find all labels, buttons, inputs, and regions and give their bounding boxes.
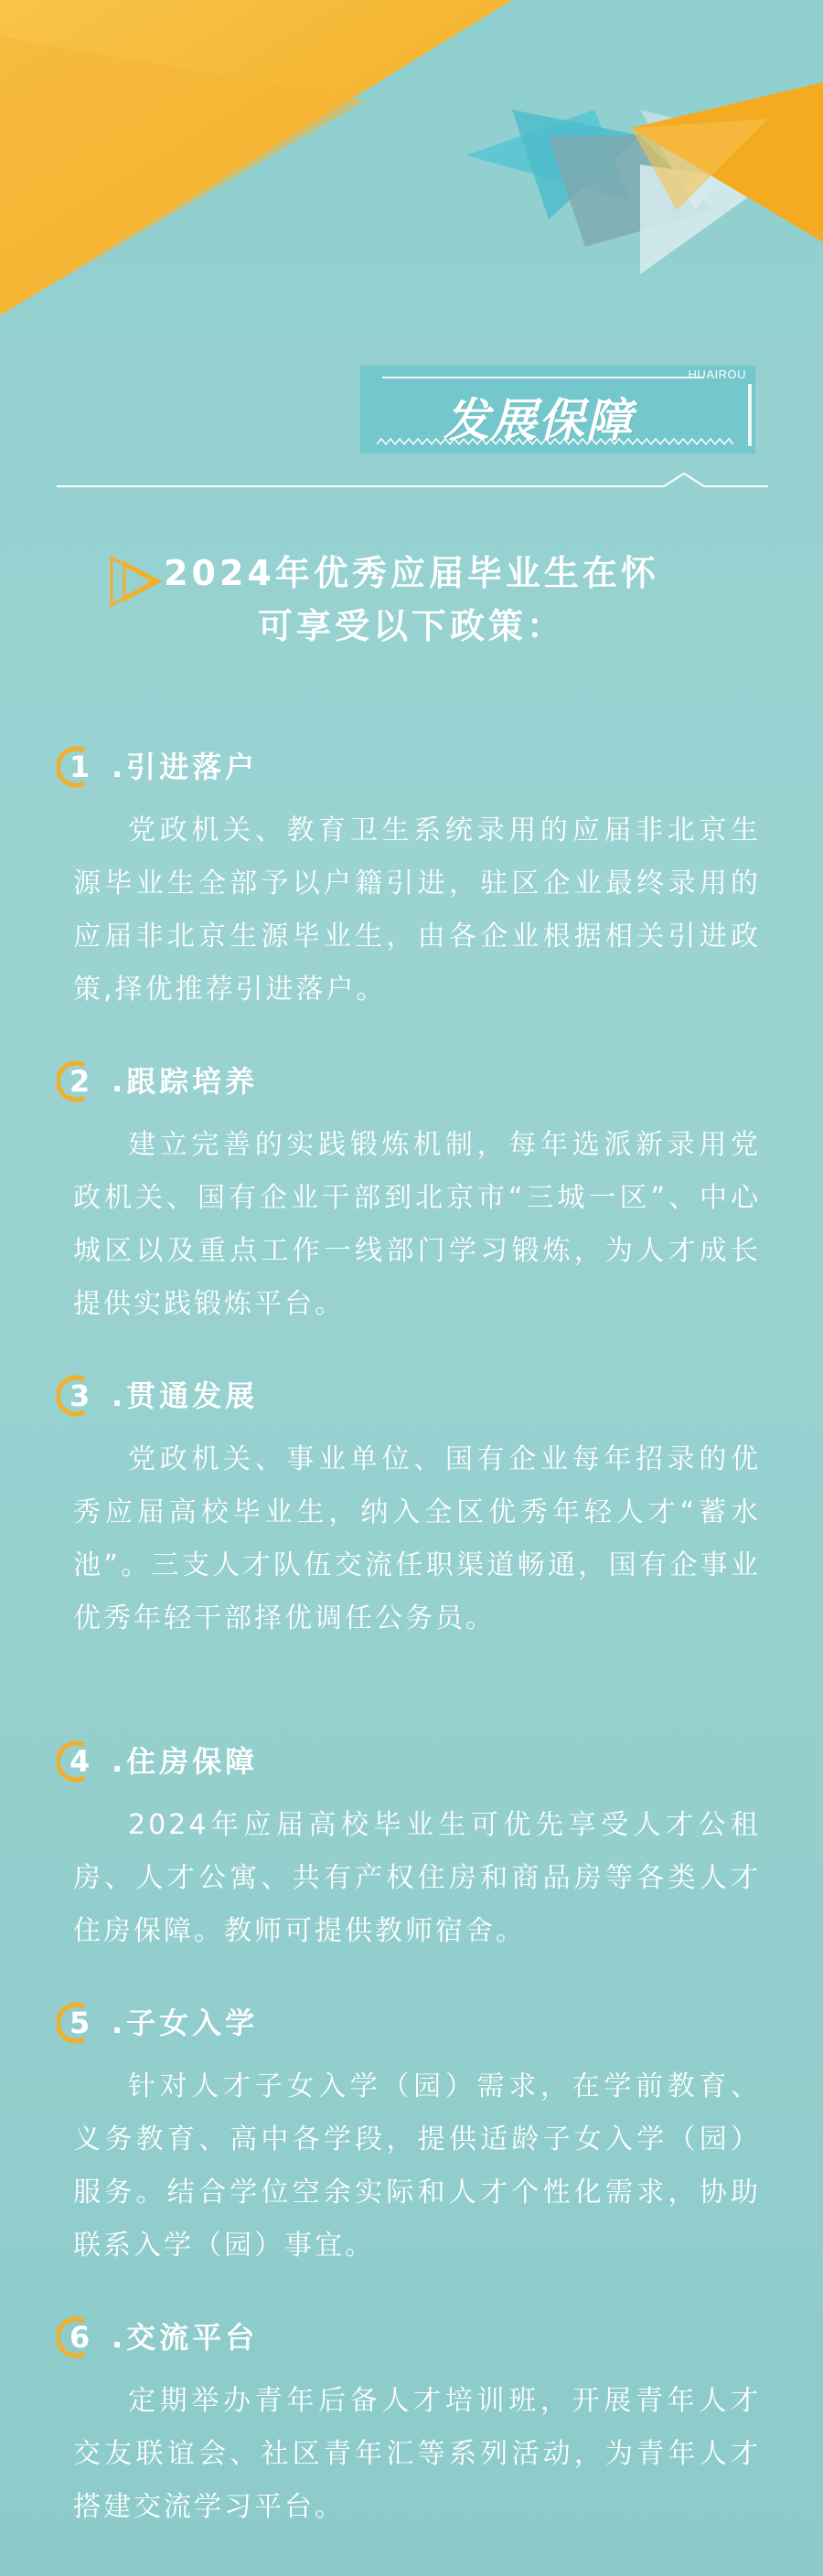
section-number: 3	[69, 1378, 91, 1413]
section-heading	[57, 742, 761, 792]
section-body: 建立完善的实践锻炼机制，每年选派新录用党政机关、国有企业干部到北京市“三城一区”、中心城区以及重点工作一线部门学习锻炼，为人才成长提供实践锻炼平台。	[73, 1129, 761, 1320]
header-tag: HUAIROU	[688, 367, 746, 381]
section-number: 5	[69, 2006, 91, 2040]
header-zigzag	[377, 437, 733, 446]
intro-line-1: 2024年优秀应届毕业生在怀	[164, 553, 659, 593]
header-divider	[57, 468, 768, 490]
section-heading	[57, 1057, 761, 1106]
section-body: 2024年应届高校毕业生可优先享受人才公租房、人才公寓、共有产权住房和商品房等各类人才住房保障。教师可提供教师宿舍。	[73, 1809, 761, 1947]
header-top-line	[382, 377, 704, 378]
policy-section-5	[57, 1998, 761, 2273]
header-side-line	[748, 384, 752, 446]
section-title: .住房保障	[112, 1744, 259, 1779]
policy-section-6	[57, 2313, 761, 2534]
page-title: 发展保障	[444, 394, 634, 447]
section-body: 党政机关、教育卫生系统录用的应届非北京生源毕业生全部予以户籍引进，驻区企业最终录用的应届非北京生源毕业生，由各企业根据相关引进政策,择优推荐引进落户。	[73, 814, 761, 1006]
policy-section-1	[57, 742, 761, 1017]
policy-section-3	[57, 1371, 761, 1645]
policy-section-4	[57, 1737, 761, 1958]
section-body: 针对人才子女入学（园）需求，在学前教育、义务教育、高中各学段，提供适龄子女入学（园）服务。结合学位空余实际和人才个性化需求，协助联系入学（园）事宜。	[73, 2070, 761, 2262]
section-title: .交流平台	[112, 2320, 259, 2355]
section-number: 6	[69, 2320, 91, 2355]
intro-heading	[55, 547, 768, 653]
section-number: 1	[69, 750, 91, 784]
intro-line-2: 可享受以下政策：	[257, 606, 565, 646]
section-number: 4	[69, 1744, 91, 1779]
section-title: .跟踪培养	[112, 1064, 259, 1099]
section-header	[360, 366, 755, 453]
section-body: 定期举办青年后备人才培训班，开展青年人才交友联谊会、社区青年汇等系列活动，为青年人才搭建交流学习平台。	[73, 2385, 761, 2523]
section-heading	[57, 1998, 761, 2048]
policy-section-2	[57, 1057, 761, 1331]
section-title: .贯通发展	[112, 1378, 259, 1413]
section-heading	[57, 1737, 761, 1786]
section-title: .子女入学	[112, 2006, 259, 2040]
decorative-banner	[0, 0, 823, 329]
section-number: 2	[69, 1064, 91, 1099]
section-title: .引进落户	[112, 750, 259, 784]
section-body: 党政机关、事业单位、国有企业每年招录的优秀应届高校毕业生，纳入全区优秀年轻人才“蓄水池”。三支人才队伍交流任职渠道畅通，国有企事业优秀年轻干部择优调任公务员。	[73, 1443, 761, 1634]
section-heading	[57, 2313, 761, 2362]
section-heading	[57, 1371, 761, 1421]
